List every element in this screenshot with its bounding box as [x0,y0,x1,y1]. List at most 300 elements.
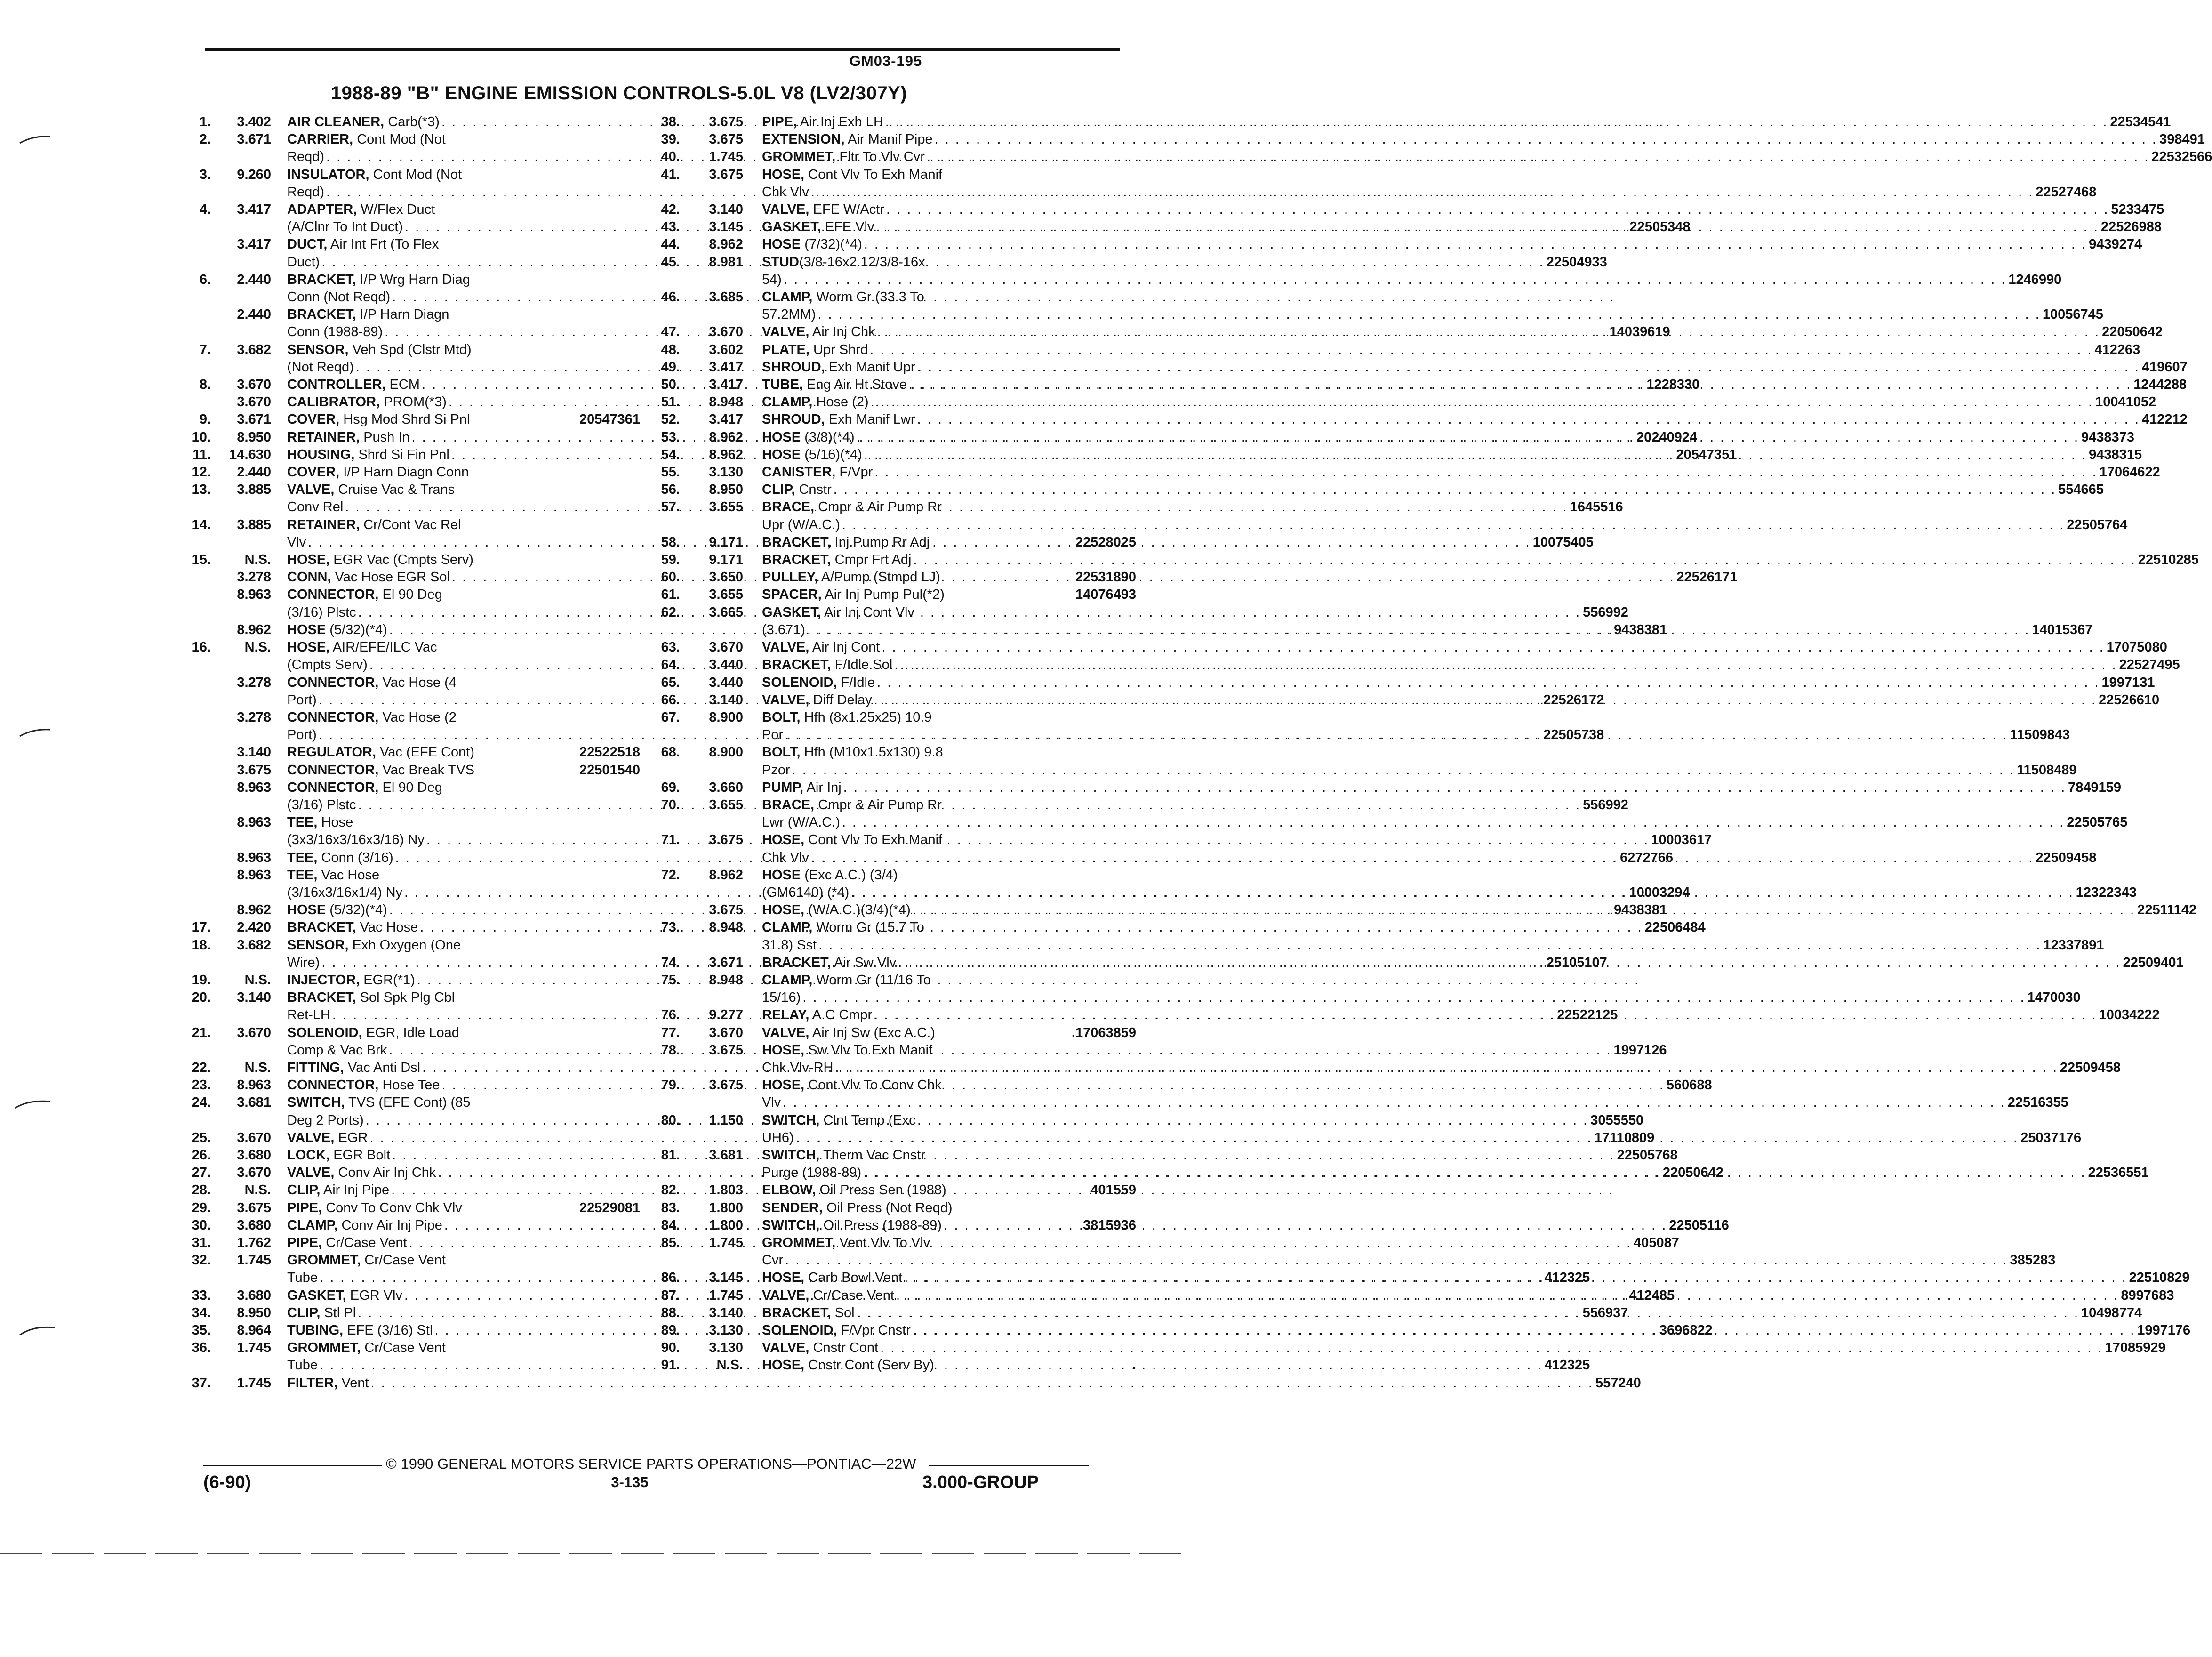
footer-date: (6-90) [203,1472,251,1492]
parts-list-item [651,201,2164,218]
description-text [762,166,942,184]
group-number: 8.963 [237,867,271,883]
description-text [762,1217,942,1234]
part-detail: I/P Harn Diagn [356,307,449,322]
description-text [287,1375,369,1392]
item-number: 91. [661,1358,680,1373]
part-detail: I/P Wrg Harn Diag [356,272,470,287]
description-line [762,1129,2081,1147]
part-name: BRACKET, [287,990,356,1005]
item-description [762,1287,2174,1304]
part-detail: Vac Hose [356,920,418,935]
item-number: 4. [199,202,211,217]
description-line [762,1164,2149,1182]
group-number: 1.745 [709,1287,743,1303]
part-detail: El 90 Deg [378,780,442,795]
item-number: 53. [661,429,680,445]
part-detail: Carb(*3) [384,114,440,129]
description-text [287,1199,462,1217]
part-number: 412212 [2141,412,2188,427]
parts-list-item [651,972,2081,1006]
part-detail: Reqd) [287,184,324,200]
part-detail: Hose (2) [812,394,869,410]
description-line [762,464,2160,481]
part-name: HOUSING, [287,447,355,462]
parts-list-item [176,131,640,166]
description-text [762,481,832,499]
parts-list-item [651,131,2205,148]
part-number: 10034222 [2099,1007,2160,1023]
group-number: 3.417 [237,237,271,252]
part-number: 1228330 [1646,377,1700,393]
description-text [287,323,383,341]
part-detail: AIR/EFE/ILC Vac [329,640,437,655]
description-text [287,1339,446,1357]
item-number: 50. [661,377,680,393]
part-detail: EFE (3/16) Stl [343,1323,433,1338]
part-name: HOSE [762,867,801,883]
group-number: 1.745 [237,1375,271,1391]
item-description [762,1357,1136,1374]
parts-list-item [651,779,2122,796]
item-number: 77. [661,1025,680,1040]
part-name: PLATE, [762,342,809,357]
part-detail: Vlv [762,1095,781,1110]
group-number: 3.140 [237,990,271,1005]
group-number: 8.981 [709,254,743,270]
description-text [287,1234,407,1252]
parts-list-item [176,411,640,428]
description-line [762,796,2127,814]
part-detail: Vac Hose (2 [378,709,457,725]
group-number: 3.670 [237,1025,271,1040]
footer-group: 3.000-GROUP [922,1472,1039,1492]
part-number: 9438373 [2081,429,2134,445]
part-name: STUD [762,254,799,270]
description-line [762,726,2070,744]
item-description [287,744,640,761]
description-line [762,499,2127,516]
group-number: 1.800 [709,1200,743,1215]
description-text [287,744,474,761]
description-text [287,1077,440,1094]
description-text [287,674,457,692]
description-line [762,972,2081,989]
part-number: 557240 [1595,1375,1641,1391]
part-detail: Air Inj Chk [809,324,875,340]
leader-dots [783,726,2010,744]
part-name: PUMP, [762,780,804,795]
part-detail: Diff Delay [809,692,872,708]
leader-dots [896,954,2123,972]
description-text [287,639,437,656]
group-number: 1.745 [237,1253,271,1268]
part-number: 22536551 [2088,1165,2149,1181]
part-number: 22501540 [579,762,640,778]
part-detail: EGR [334,1130,368,1145]
page-title: 1988-89 "B" ENGINE EMISSION CONTROLS-5.0L V8 (LV2/307Y) [330,83,907,104]
group-number: N.S. [716,1358,743,1373]
item-description [287,551,640,569]
parts-list-item [176,1059,640,1077]
description-text [762,1006,872,1024]
description-text [762,621,805,639]
item-description [762,131,2205,148]
item-number [176,901,221,919]
part-detail: Therm Vac Cnstr [819,1147,925,1163]
description-line [762,113,2171,131]
part-detail: (3/16) Plstc [287,797,356,812]
description-line [762,1112,2081,1129]
part-number: . [1132,1358,1136,1373]
description-line [762,1269,2190,1287]
item-description [762,954,2184,972]
part-detail: 31.8) Sst [762,937,817,953]
part-detail: Cr/Cont Vac Rel [360,517,461,532]
part-name: GASKET, [287,1287,346,1303]
description-text [287,569,450,586]
leader-dots [911,551,2138,569]
group-number: 8.948 [709,920,743,935]
part-number: 22526610 [2099,692,2160,708]
leader-dots [915,359,2142,376]
leader-dots [907,376,2133,394]
part-name: VALVE, [762,1287,809,1303]
parts-list-item [651,744,2077,779]
part-detail: Cnstr [795,482,832,498]
group-number: 3.670 [237,1165,271,1181]
description-line [762,884,2137,901]
group-number: 3.670 [237,1130,271,1145]
part-number: 14015367 [2032,622,2093,637]
group-number: 1.745 [709,1235,743,1250]
group-number: 3.675 [709,1042,743,1058]
part-name: HOSE, [762,832,805,848]
item-description [762,113,2171,131]
group-number: 3.417 [709,359,743,375]
part-name: CALIBRATOR, [287,394,380,410]
part-name: HOSE [287,902,326,918]
description-text [762,884,849,901]
part-detail: Worm Gr (11/16 To [812,972,931,988]
description-line [762,1182,1136,1199]
leader-dots [874,218,2101,236]
leader-dots [805,621,2032,639]
part-number: 22527495 [2119,657,2180,673]
description-text [762,1304,855,1322]
description-line [762,1059,2121,1077]
description-text [762,464,873,481]
part-number: 14076493 [1075,587,1136,603]
leader-dots [872,1006,2099,1024]
parts-list-item [651,1357,1136,1374]
part-name: CONN, [287,570,331,585]
part-name: GROMMET, [287,1340,361,1356]
part-detail: UH6) [762,1130,794,1145]
description-text [287,901,387,919]
description-text [287,464,469,481]
part-detail: Vent [337,1375,369,1391]
part-number: 22509458 [2036,850,2097,865]
page-code: GM03-195 [849,53,922,69]
group-number: 1.745 [709,149,743,165]
margin-mark-4 [19,1323,56,1337]
description-text [762,569,940,586]
item-number [176,867,221,901]
leader-dots [782,271,2008,289]
part-detail: EGR Vlv [346,1287,402,1303]
part-detail: Hsg Mod Shrd Si Pnl [339,412,470,427]
item-description [762,1042,2121,1077]
part-detail: Cvr [762,1253,784,1268]
item-number: 89. [661,1323,680,1338]
group-number: 3.278 [237,675,271,690]
part-name: CLAMP, [762,920,813,935]
description-text [287,446,449,464]
parts-list-item [651,1024,1136,1042]
leader-dots [833,1059,2060,1077]
item-number: 11. [192,447,211,462]
part-number: 5233475 [2111,202,2164,217]
description-text [287,551,473,569]
item-description [762,674,2155,692]
group-number: 3.440 [709,675,743,690]
item-description [762,796,2127,831]
item-description [762,359,2188,376]
description-line [287,762,640,779]
part-name: SENSOR, [287,342,349,357]
part-number: 20547351 [1676,447,1737,462]
item-number [176,306,221,341]
group-number: 3.682 [237,937,271,953]
item-number: 19. [192,972,211,988]
part-detail: Air Inj Exh LH [797,114,883,129]
part-detail: (GM6140) (*4) [762,885,850,900]
part-detail: Vlv [287,534,306,550]
part-name: BOLT, [762,745,801,760]
leader-dots [872,692,2099,709]
part-name: HOSE [762,447,801,462]
leader-dots [816,306,2042,323]
parts-list-item [176,271,640,306]
part-detail: Cmpr & Air Pump Rr [814,499,942,515]
group-number: 3.682 [237,342,271,357]
part-name: VALVE, [762,324,809,340]
description-text [287,481,455,499]
description-line [762,289,2103,306]
item-number: 20. [192,990,211,1005]
part-name: CONNECTOR, [287,675,379,690]
group-number: 3.681 [709,1147,743,1163]
part-name: CONTROLLER, [287,377,386,393]
part-number: 1246990 [2008,272,2062,287]
part-name: SHROUD, [762,359,825,375]
part-detail: Exh Manif Upr [825,359,915,375]
item-number: 31. [192,1235,211,1250]
part-detail: Air Inj Cont [809,640,880,655]
group-number: 8.962 [237,622,271,637]
leader-dots [781,1094,2007,1111]
part-detail: Push In [360,429,410,445]
part-name: PIPE, [287,1235,322,1250]
part-number: 22526988 [2100,219,2162,235]
parts-list-item [176,166,640,201]
item-number: 79. [661,1078,680,1093]
part-detail: Ret-LH [287,1007,330,1023]
description-line [287,464,640,481]
part-number: 419607 [2141,359,2188,375]
group-number: 3.655 [709,499,743,515]
description-line [762,1024,1136,1042]
description-text [762,1234,930,1252]
description-text [287,341,472,359]
part-detail: (3/16) Plstc [287,604,356,620]
parts-list-item [651,411,2188,428]
description-text [762,674,875,692]
part-detail: Comp & Vac Brk [287,1042,387,1058]
group-number: 8.964 [237,1323,271,1338]
description-line [762,779,2121,796]
group-number: 3.417 [709,412,743,427]
group-number: 3.671 [237,412,271,427]
footer-copyright: © 1990 GENERAL MOTORS SERVICE PARTS OPERATIONS—PONTIAC—22W [386,1456,916,1472]
part-name: RETAINER, [287,517,360,532]
description-text [287,236,439,253]
item-number: 73. [661,920,680,935]
part-number: 22529081 [579,1200,640,1215]
group-number: 3.660 [709,780,743,795]
part-name: PULLEY, [762,570,818,585]
item-description [762,1112,2081,1147]
leader-dots [902,1269,2129,1287]
item-number: 63. [661,640,680,655]
part-detail: Fltr To Vlv Cvr [835,149,925,165]
description-text [287,1217,442,1234]
group-number: 3.417 [709,377,743,393]
description-text [287,1164,436,1182]
part-detail: Oil Press (Not Reqd) [822,1200,953,1215]
part-number: 554665 [2058,482,2104,498]
group-number: 2.440 [237,307,271,322]
part-detail: Cr/Case Vent [322,1235,407,1250]
description-text [287,359,354,376]
item-description [762,1182,1136,1199]
item-number: 25. [192,1130,211,1145]
group-number: 3.130 [709,1323,743,1338]
description-text [287,849,393,867]
group-number: 3.130 [709,1340,743,1356]
description-line [762,814,2127,831]
leader-dots [369,1375,1595,1392]
group-number: 3.670 [709,640,743,655]
part-detail: Cr/Case Vent [361,1253,446,1268]
item-description [762,1199,1136,1217]
part-detail: TVS (EFE Cont) (85 [345,1095,471,1110]
item-description [762,254,2061,289]
description-text [762,499,942,516]
part-number: 22531890 [1075,570,1136,585]
part-detail: 54) [762,272,782,287]
part-number: 14039619 [1609,324,1670,340]
item-number: 35. [192,1323,211,1338]
item-number: 81. [661,1147,680,1163]
description-text [762,359,915,376]
group-number: N.S. [244,640,271,655]
part-number: 412485 [1629,1287,1675,1303]
part-detail: Oil Press Sen (1988) [816,1182,946,1198]
description-text [762,586,945,603]
part-detail: Sol Spk Plg Cbl [356,990,455,1005]
group-number: 3.675 [237,762,271,778]
top-rule [205,48,1120,51]
description-text [287,1357,318,1374]
leader-dots [801,989,2027,1006]
description-line [762,359,2188,376]
description-line [762,481,2104,499]
part-number: 22532566 [2151,149,2212,165]
part-detail: Eng Air Ht Stove [803,377,907,393]
part-name: PIPE, [287,1200,322,1215]
part-detail: Chk Vlv [762,850,809,865]
description-line [762,1252,2055,1269]
description-line [762,1357,1136,1374]
part-detail: Reqd) [287,149,324,165]
part-detail: Hfh (8x1.25x25) 10.9 [800,709,932,725]
description-text [287,1129,368,1147]
item-number: 33. [192,1287,211,1303]
description-text [287,709,457,726]
item-description [762,1077,2068,1111]
part-detail: Cont Vlv To Exh Manif [804,832,943,848]
part-name: TEE, [287,867,318,883]
description-line [762,989,2081,1006]
item-number: 1. [199,114,211,129]
leader-dots [840,516,2067,534]
item-number: 74. [661,955,680,970]
part-name: CLAMP, [762,394,813,410]
group-number: 3.675 [709,167,743,182]
part-detail: Por [762,727,784,743]
item-number: 57. [661,499,680,515]
item-number: 27. [192,1165,211,1181]
part-detail: Vent Vlv To Vlv [835,1235,930,1250]
group-number: 3.140 [709,202,743,217]
part-name: GROMMET, [762,149,836,165]
description-text [762,1322,911,1339]
item-description [762,166,2096,201]
item-number: 51. [661,394,680,410]
part-detail: Chk Vlv-RH [762,1060,834,1075]
group-number: 3.675 [709,132,743,147]
description-line [762,376,2187,394]
item-description [762,341,2140,359]
part-number: 11509843 [2010,727,2070,743]
part-detail: (A/Clnr To Int Duct) [287,219,403,235]
part-number: 385283 [2010,1253,2056,1268]
part-detail: Port) [287,692,317,708]
item-number: 67. [661,709,680,725]
description-line [762,849,2096,867]
part-number: 412325 [1544,1270,1590,1286]
group-number: 3.140 [709,1305,743,1320]
description-text [287,884,402,901]
group-number: 3.655 [709,797,743,812]
part-number: 22527468 [2036,184,2097,200]
description-line [762,131,2205,148]
item-description [762,218,2162,236]
part-number: 10003617 [1651,832,1712,848]
description-text [762,236,862,253]
